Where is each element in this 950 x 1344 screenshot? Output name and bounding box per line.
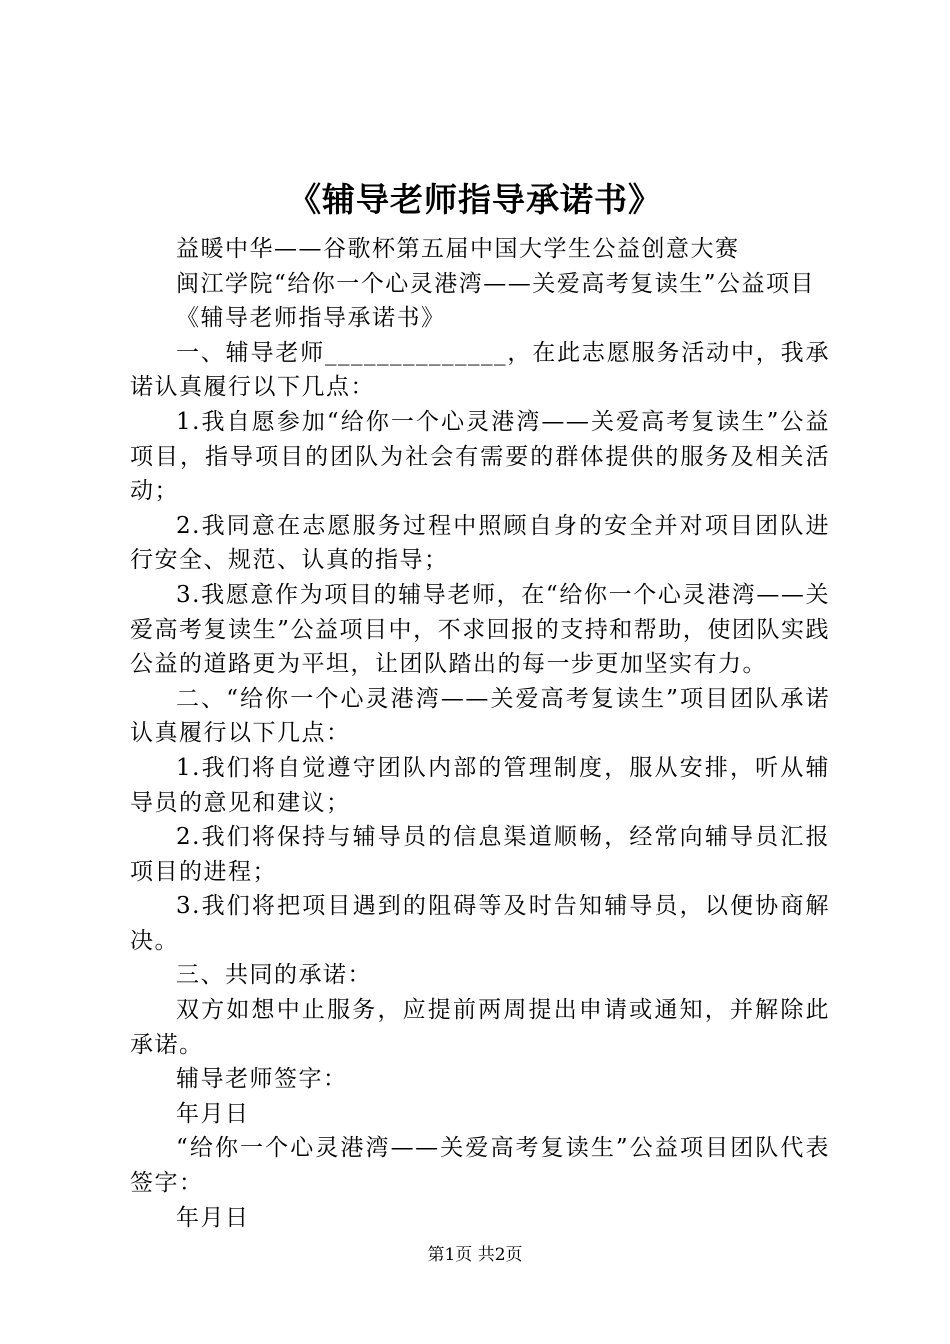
paragraph-contest-name: 益暖中华——谷歌杯第五届中国大学生公益创意大赛 — [176, 236, 740, 262]
paragraph-teacher-item-2: 2.我同意在志愿服务过程中照顾自身的安全并对项目团队进行安全、规范、认真的指导； — [130, 512, 830, 574]
paragraph-section-one-heading: 一、辅导老师______________，在此志愿服务活动中，我承诺认真履行以下几点： — [130, 339, 830, 401]
paragraph-team-item-2: 2.我们将保持与辅导员的信息渠道顺畅，经常向辅导员汇报项目的进程； — [130, 824, 830, 885]
paragraph-teacher-signature: 辅导老师签字： — [176, 1066, 348, 1093]
document-body — [130, 232, 830, 1235]
paragraph-team-signature: “给你一个心灵港湾——关爱高考复读生”公益项目团队代表签字： — [130, 1135, 830, 1197]
paragraph-joint-promise: 双方如想中止服务，应提前两周提出申请或通知，并解除此承诺。 — [130, 997, 830, 1058]
paragraph-team-item-3: 3.我们将把项目遇到的阻碍等及时告知辅导员，以便协商解决。 — [130, 893, 830, 954]
paragraph-project-name: 闽江学院“给你一个心灵港湾——关爱高考复读生”公益项目 — [176, 270, 816, 297]
paragraph-section-two-heading: 二、“给你一个心灵港湾——关爱高考复读生”项目团队承诺认真履行以下几点： — [130, 685, 830, 747]
paragraph-teacher-date: 年月日 — [176, 1100, 250, 1127]
paragraph-teacher-item-3: 3.我愿意作为项目的辅导老师，在“给你一个心灵港湾——关爱高考复读生”公益项目中，不求回报的支持和帮助，使团队实践公益的道路更为平坦，让团队踏出的每一步更加坚实有力。 — [130, 581, 830, 678]
paragraph-section-three-heading: 三、共同的承诺： — [176, 962, 372, 989]
page-footer: 第1页 共2页 — [427, 1245, 523, 1265]
paragraph-subtitle: 《辅导老师指导承诺书》 — [176, 305, 446, 332]
paragraph-teacher-item-1: 1.我自愿参加“给你一个心灵港湾——关爱高考复读生”公益项目，指导项目的团队为社会有需要的群体提供的服务及相关活动； — [130, 408, 830, 505]
document-title: 《辅导老师指导承诺书》 — [288, 180, 662, 219]
paragraph-team-date: 年月日 — [176, 1204, 250, 1231]
paragraph-team-item-1: 1.我们将自觉遵守团队内部的管理制度，服从安排，听从辅导员的意见和建议； — [130, 754, 830, 816]
